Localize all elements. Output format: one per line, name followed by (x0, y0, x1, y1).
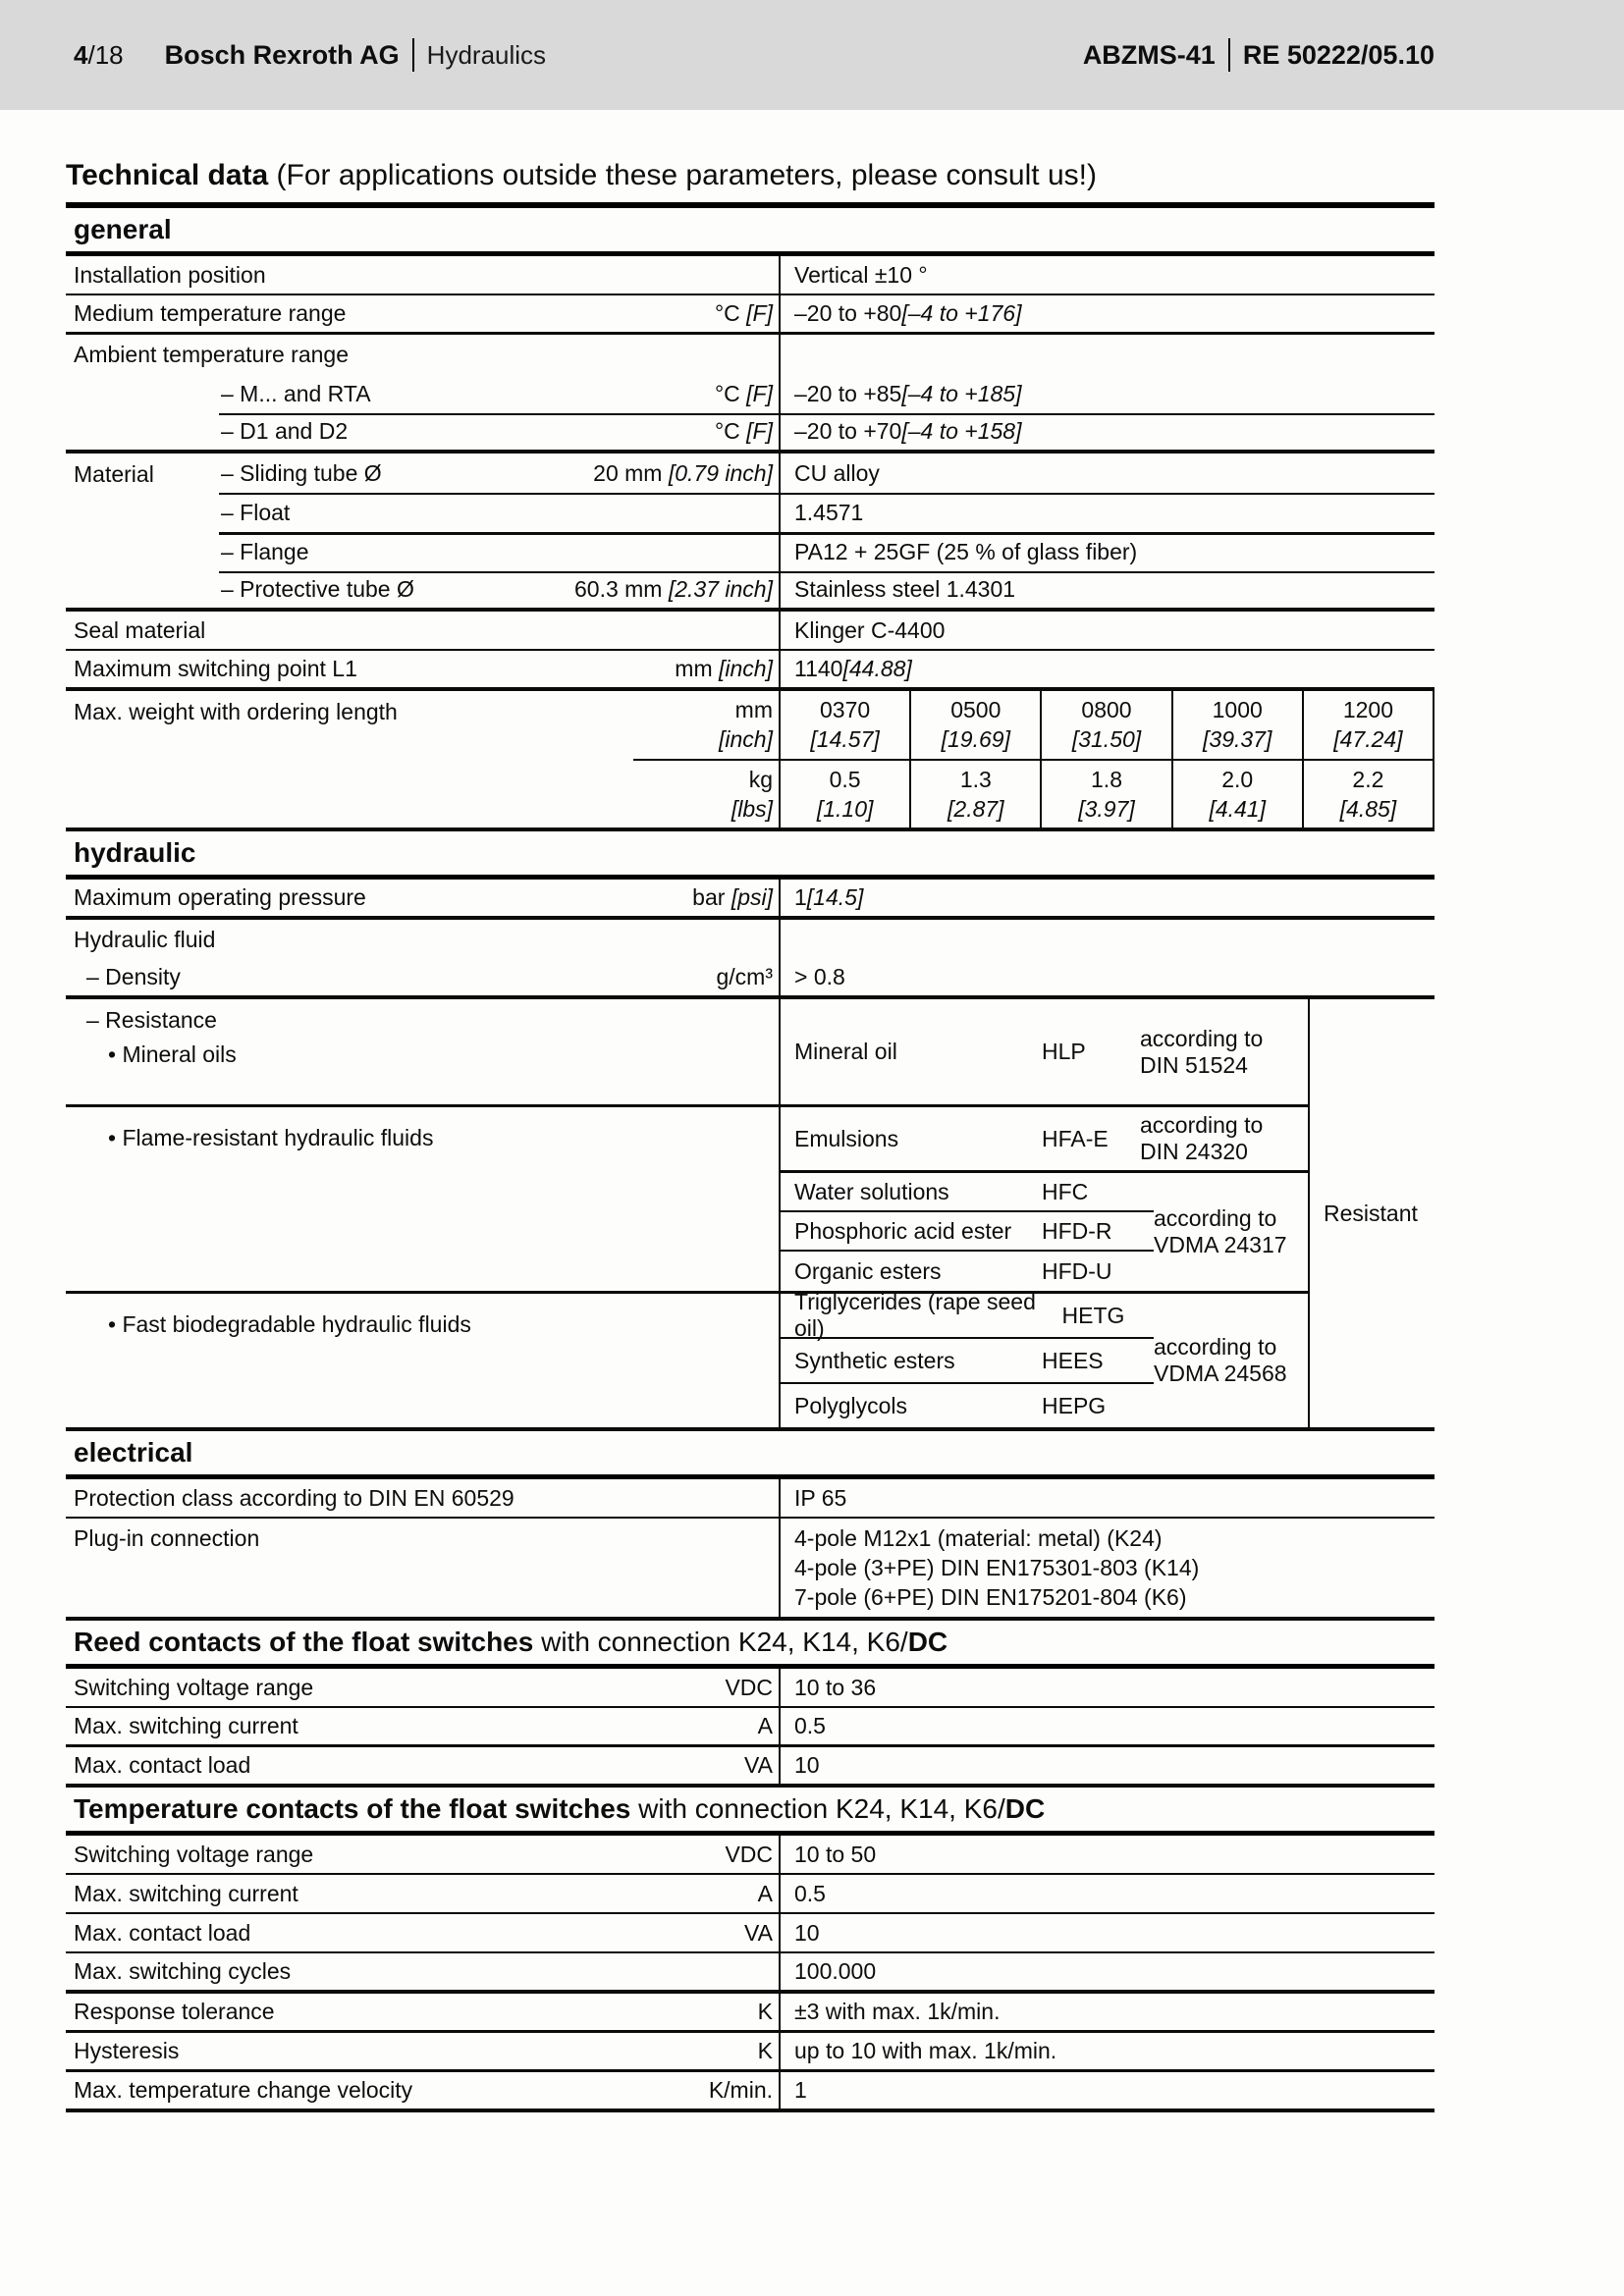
row-label: • Mineral oils (108, 1041, 237, 1067)
fluid-standard: according to DIN 24320 (1140, 1112, 1264, 1164)
material-group (66, 454, 1435, 612)
weight-units-length: mm [inch] (633, 691, 781, 759)
header-divider (412, 38, 414, 72)
row-value (781, 335, 1435, 374)
row-label: Switching voltage range (74, 1841, 314, 1867)
table-row-flange (66, 532, 1435, 571)
row-label: Installation position (74, 261, 266, 288)
row-label: – Protective tube Ø (221, 576, 414, 602)
table-row-density (66, 959, 1435, 999)
fluid-row (781, 1339, 1154, 1384)
row-label: Medium temperature range (74, 300, 347, 326)
weight-cell: 0500 [19.69] (911, 691, 1042, 759)
row-unit: VDC (725, 1841, 773, 1867)
row-label: – D1 and D2 (221, 418, 349, 444)
row-value: > 0.8 (794, 964, 845, 989)
fluid-abbr: HFD-R (1042, 1217, 1112, 1244)
fluid-name: Synthetic esters (794, 1347, 955, 1373)
row-value: –20 to +85 [–4 to +185] (794, 380, 1022, 406)
row-label: – Density (86, 964, 181, 989)
row-value: –20 to +70 [–4 to +158] (794, 418, 1022, 444)
weight-cell: 0370 [14.57] (781, 691, 911, 759)
content-area (66, 110, 1435, 2112)
plug-option: 7-pole (6+PE) DIN EN175201-804 (K6) (794, 1584, 1187, 1610)
fluid-row (781, 1026, 1308, 1079)
fluid-row (781, 1252, 1154, 1291)
row-unit: °C [F] (714, 380, 773, 406)
row-label: – Sliding tube Ø (221, 459, 382, 486)
weight-cell: 1000 [39.37] (1173, 691, 1304, 759)
row-unit: A (757, 1713, 773, 1738)
row-value: 1.4571 (794, 499, 864, 525)
row-label: Ambient temperature range (74, 341, 349, 367)
row-label: Hysteresis (74, 2038, 180, 2063)
section-heading-temperature-contacts: Temperature contacts of the float switches with connection K24, K14, K6/DC (66, 1788, 1435, 1836)
row-value: 100.000 (794, 1958, 877, 1984)
document-code: RE 50222/05.10 (1242, 39, 1435, 70)
table-row-switching-cycles (66, 1953, 1435, 1994)
row-unit: VA (744, 1919, 773, 1946)
row-unit: 20 mm [0.79 inch] (593, 459, 773, 486)
row-label: Seal material (74, 616, 206, 643)
table-row-hysteresis (66, 2033, 1435, 2072)
row-value (781, 1519, 1435, 1617)
header-left (74, 38, 546, 72)
row-unit: bar [psi] (692, 884, 773, 910)
table-row-temp-voltage (66, 1836, 1435, 1875)
fluid-abbr: HEPG (1042, 1392, 1107, 1418)
row-label: Max. contact load (74, 1919, 251, 1946)
weight-cell: 0.5 [1.10] (781, 761, 911, 828)
product-code: ABZMS-41 (1082, 39, 1216, 70)
row-value: up to 10 with max. 1k/min. (794, 2038, 1057, 2063)
plug-option: 4-pole M12x1 (material: metal) (K24) (794, 1525, 1163, 1551)
row-label: Plug-in connection (74, 1525, 260, 1551)
row-value: –20 to +80 [–4 to +176] (794, 300, 1022, 326)
row-value: Klinger C-4400 (794, 616, 946, 643)
row-label: Max. temperature change velocity (74, 2077, 413, 2103)
row-unit: g/cm³ (716, 964, 773, 989)
row-value: 0.5 (794, 1713, 826, 1738)
fluid-abbr: HFA-E (1042, 1125, 1109, 1151)
table-row-reed-voltage (66, 1669, 1435, 1708)
row-label: Hydraulic fluid (74, 926, 216, 952)
fluid-name: Phosphoric acid ester (794, 1217, 1012, 1244)
table-row-sliding-tube (66, 454, 1435, 493)
row-value: CU alloy (794, 459, 880, 486)
fluid-name: Emulsions (794, 1125, 899, 1151)
row-value: ±3 with max. 1k/min. (794, 1999, 1001, 2024)
row-unit: A (757, 1880, 773, 1906)
row-value: 0.5 (794, 1880, 826, 1906)
row-value: Stainless steel 1.4301 (794, 576, 1016, 602)
table-row-operating-pressure (66, 880, 1435, 920)
fluid-abbr: HFC (1042, 1178, 1089, 1204)
table-row-float (66, 493, 1435, 532)
plug-option: 4-pole (3+PE) DIN EN175301-803 (K14) (794, 1555, 1200, 1580)
weight-table (66, 691, 1435, 831)
table-row-plug-connection (66, 1519, 1435, 1621)
row-unit: °C [F] (714, 418, 773, 444)
row-value: 10 (794, 1752, 820, 1778)
row-unit: VDC (725, 1674, 773, 1700)
resistance-block-flame (66, 1107, 1308, 1294)
fluid-abbr: HLP (1042, 1039, 1086, 1064)
row-label: – Flange (221, 538, 309, 564)
row-value: 10 (794, 1919, 820, 1946)
row-unit: K/min. (708, 2077, 773, 2103)
table-row-m-rta (66, 374, 1435, 413)
section-heading-general: general (66, 208, 1435, 256)
table-row-response-tolerance (66, 1994, 1435, 2033)
row-label: Max. contact load (74, 1752, 251, 1778)
table-row-temp-change-velocity (66, 2072, 1435, 2112)
row-label: Max. switching current (74, 1880, 298, 1906)
row-label: – M... and RTA (221, 380, 371, 406)
fluid-abbr: HFD-U (1042, 1257, 1112, 1284)
table-row-temp-current (66, 1875, 1435, 1914)
page-number-current: 4 (74, 39, 88, 70)
resistance-table (66, 999, 1435, 1431)
row-label: Max. weight with ordering length (74, 699, 398, 724)
row-value: 10 to 50 (794, 1841, 877, 1867)
fluid-name: Triglycerides (rape seed oil) (794, 1289, 1036, 1341)
row-label: Max. switching cycles (74, 1958, 292, 1984)
resistance-block-bio (66, 1289, 1308, 1427)
fluid-row (781, 1289, 1154, 1341)
fluid-row (781, 1384, 1154, 1427)
row-unit: K (757, 1999, 773, 2024)
section-heading-electrical: electrical (66, 1431, 1435, 1479)
row-label: – Float (221, 499, 291, 525)
page-header (0, 0, 1624, 110)
table-row-d1-d2 (66, 413, 1435, 454)
row-value: 1140 [44.88] (794, 656, 912, 681)
row-label: – Resistance (86, 1007, 217, 1033)
row-unit: mm [inch] (675, 656, 773, 681)
row-label: • Fast biodegradable hydraulic fluids (108, 1311, 471, 1337)
resistant-spanning-cell: Resistant (1308, 999, 1435, 1427)
weight-cell: 2.0 [4.41] (1173, 761, 1304, 828)
row-value: 1 (794, 2077, 807, 2103)
header-right (1083, 38, 1435, 72)
row-value: IP 65 (794, 1484, 847, 1511)
brand-name: Bosch Rexroth AG (164, 39, 400, 70)
table-row-hydraulic-fluid (66, 920, 1435, 959)
table-row-ambient-temp (66, 335, 1435, 374)
row-label: Maximum operating pressure (74, 884, 366, 910)
row-unit: K (757, 2038, 773, 2063)
fluid-name: Organic esters (794, 1257, 942, 1284)
resistance-block-mineral (66, 999, 1308, 1107)
table-row-protection-class (66, 1479, 1435, 1519)
row-label: Response tolerance (74, 1999, 275, 2024)
table-row-reed-current (66, 1708, 1435, 1747)
fluid-abbr: HETG (1061, 1302, 1125, 1328)
fluid-row (781, 1212, 1154, 1252)
section-heading-reed-contacts: Reed contacts of the float switches with connection K24, K14, K6/DC (66, 1621, 1435, 1669)
row-unit: VA (744, 1752, 773, 1778)
row-value: 1 [14.5] (794, 884, 864, 910)
weight-row-mass (633, 761, 1435, 828)
page-title-rest: (For applications outside these parameters, please consult us!) (268, 159, 1097, 191)
fluid-standard: according to VDMA 24317 (1154, 1205, 1287, 1257)
table-row-protective-tube (66, 571, 1435, 612)
fluid-row (781, 1107, 1308, 1173)
row-label: • Flame-resistant hydraulic fluids (108, 1125, 434, 1150)
page-number-total: /18 (87, 39, 124, 70)
section-heading-hydraulic: hydraulic (66, 831, 1435, 880)
table-row-switching-point (66, 651, 1435, 691)
table-row-reed-load (66, 1747, 1435, 1788)
table-row-medium-temp (66, 295, 1435, 335)
table-row-seal (66, 612, 1435, 651)
fluid-name: Mineral oil (794, 1039, 897, 1064)
group-label: Material (74, 461, 154, 487)
page-title-bold: Technical data (66, 159, 269, 191)
fluid-abbr: HEES (1042, 1347, 1104, 1373)
weight-units-mass: kg [lbs] (633, 761, 781, 828)
row-value: PA12 + 25GF (25 % of glass fiber) (794, 538, 1138, 564)
row-value (781, 920, 1435, 959)
row-unit: °C [F] (714, 300, 773, 326)
row-unit: 60.3 mm [2.37 inch] (573, 576, 773, 602)
fluid-name: Polyglycols (794, 1392, 908, 1418)
header-divider (1228, 38, 1230, 72)
row-label: Maximum switching point L1 (74, 656, 357, 681)
fluid-standard: according to DIN 51524 (1140, 1025, 1264, 1078)
row-value: Vertical ±10 ° (794, 261, 928, 288)
table-row-installation (66, 256, 1435, 295)
table-row-temp-load (66, 1914, 1435, 1953)
weight-cell: 1.3 [2.87] (911, 761, 1042, 828)
weight-cell: 0800 [31.50] (1042, 691, 1172, 759)
fluid-name: Water solutions (794, 1178, 949, 1204)
weight-cell: 1.8 [3.97] (1042, 761, 1172, 828)
weight-row-length (633, 691, 1435, 761)
page-number (74, 40, 124, 71)
fluid-standard: according to VDMA 24568 (1154, 1334, 1287, 1386)
weight-cell: 2.2 [4.85] (1304, 761, 1435, 828)
division-name: Hydraulics (426, 39, 547, 70)
row-value: 10 to 36 (794, 1674, 877, 1700)
row-label: Protection class according to DIN EN 60529 (74, 1484, 514, 1511)
row-label: Max. switching current (74, 1713, 298, 1738)
page-title (66, 159, 1435, 208)
weight-cell: 1200 [47.24] (1304, 691, 1435, 759)
row-label: Switching voltage range (74, 1674, 314, 1700)
fluid-row (781, 1173, 1154, 1212)
